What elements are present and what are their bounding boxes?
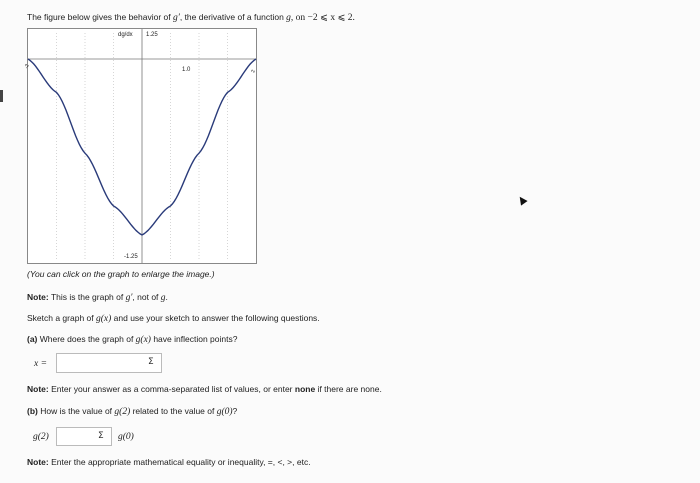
tick-label-mid: 1.0 <box>182 67 191 73</box>
sketch-instruction: Sketch a graph of g(x) and use your sketch to answer the following questions. <box>27 313 320 324</box>
inflection-points-input[interactable] <box>56 353 162 373</box>
x-max-mark: 2 <box>250 69 257 74</box>
answer-a-prefix: x = <box>34 359 48 369</box>
note-relation-format: Note: Enter the appropriate mathematical equality or inequality, =, <, >, etc. <box>27 457 311 467</box>
derivative-graph[interactable] <box>23 28 257 264</box>
sigma-icon[interactable]: Σ <box>148 357 154 367</box>
intro-text: The figure below gives the behavior of g′, the derivative of a function g, on −2 ⩽ x ⩽ 2. <box>27 12 355 23</box>
note-graph-of-gprime: Note: This is the graph of g′, not of g. <box>27 292 168 303</box>
question-b: (b) How is the value of g(2) related to the value of g(0)? <box>27 406 238 417</box>
answer-b-right: g(0) <box>118 432 134 442</box>
graph-canvas <box>23 29 257 263</box>
note-answer-format: Note: Enter your answer as a comma-separated list of values, or enter none if there are none. <box>27 384 382 394</box>
question-a: (a) Where does the graph of g(x) have inflection points? <box>27 334 238 345</box>
enlarge-note: (You can click on the graph to enlarge the image.) <box>27 269 215 279</box>
window-edge-marker <box>0 90 3 102</box>
tick-label-top: 1.25 <box>146 32 158 38</box>
mouse-cursor-icon <box>516 194 527 205</box>
x-min-mark: -2 <box>23 63 31 70</box>
answer-b-left: g(2) <box>33 432 49 442</box>
sigma-icon[interactable]: Σ <box>98 431 104 441</box>
y-axis-label: dg/dx <box>118 32 133 38</box>
tick-label-bottom: -1.25 <box>124 254 138 260</box>
